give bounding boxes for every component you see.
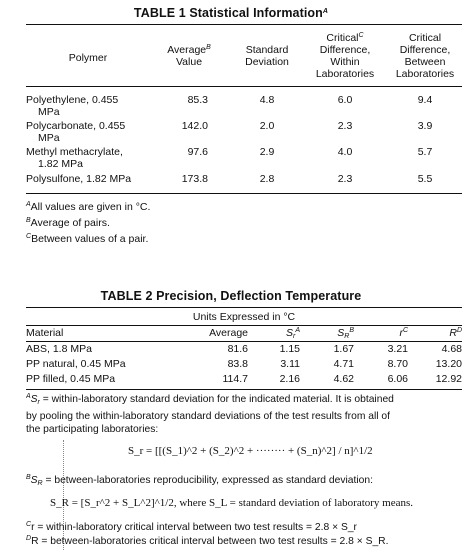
table2-header-sR: $SR^B$ (337, 327, 354, 340)
table2-note-b: $^B$SR = between-laboratories reproducibility, expressed as standard deviation: (26, 474, 373, 487)
table-row: ABS, 1.8 MPa 81.6 1.15 1.67 3.21 4.68 (26, 343, 462, 355)
table2-header-material: Material (26, 327, 64, 339)
formula-sR: S_R = [S_r^2 + S_L^2]^1/2, where S_L = standard deviation of laboratory means. (50, 497, 414, 509)
table2-header-sr: $Sr^A$ (285, 327, 300, 340)
table1-header-average: Average$^B$ Value (167, 44, 211, 68)
table2-top-rule (26, 307, 462, 308)
table-row: PP filled, 0.45 MPa 114.7 2.16 4.62 6.06 12.92 (26, 373, 462, 385)
table2-note-a: $^A$Sr = within-laboratory standard deviation for the indicated material. It is obtained by pooling the within-laboratory standard deviations of the test results from all of the participating laboratories: (26, 393, 394, 435)
table2-title: TABLE 2 Precision, Deflection Temperature (100, 289, 362, 303)
table1-bottom-rule (26, 193, 462, 194)
table2-header-average: Average (209, 327, 248, 339)
table1-header-crit-between: Critical Difference, Between Laboratories (395, 32, 455, 80)
table1-footnote-b: $^B$Average of pairs. (26, 217, 110, 229)
table1-footnote-a: $^A$All values are given in °C. (26, 201, 151, 213)
table1-footnote-c: $^C$Between values of a pair. (26, 233, 149, 245)
table1-title: TABLE 1 Statistical Information$^A$ (133, 6, 329, 20)
table2-header-R: $R^D$ (449, 327, 462, 339)
table2-note-d: $^D$R = between-laboratories critical interval between two test results = 2.8 × S_R. (26, 535, 389, 547)
table2-header-rule (26, 341, 462, 342)
table2-units-rule (26, 325, 462, 326)
table1-header-stddev: Standard Deviation (245, 44, 289, 68)
table1-top-rule (26, 24, 462, 25)
table2-header (26, 327, 462, 341)
table1-header-crit-within: Critical$^C$ Difference, Within Laboratories (315, 32, 375, 80)
table2-bottom-rule (26, 389, 462, 390)
table1-header-polymer: Polymer (68, 52, 108, 64)
formula-sr: S_r = [[(S_1)^2 + (S_2)^2 + ········ + (S_n)^2] / n]^1/2 (128, 445, 373, 457)
table2-units: Units Expressed in °C (192, 311, 296, 323)
table2-header-r: $r^C$ (399, 327, 408, 339)
table2-note-c: $^C$r = within-laboratory critical interval between two test results = 2.8 × S_r (26, 521, 357, 533)
table1-header-rule (26, 86, 462, 87)
table-row: PP natural, 0.45 MPa 83.8 3.11 4.71 8.70 13.20 (26, 358, 462, 370)
